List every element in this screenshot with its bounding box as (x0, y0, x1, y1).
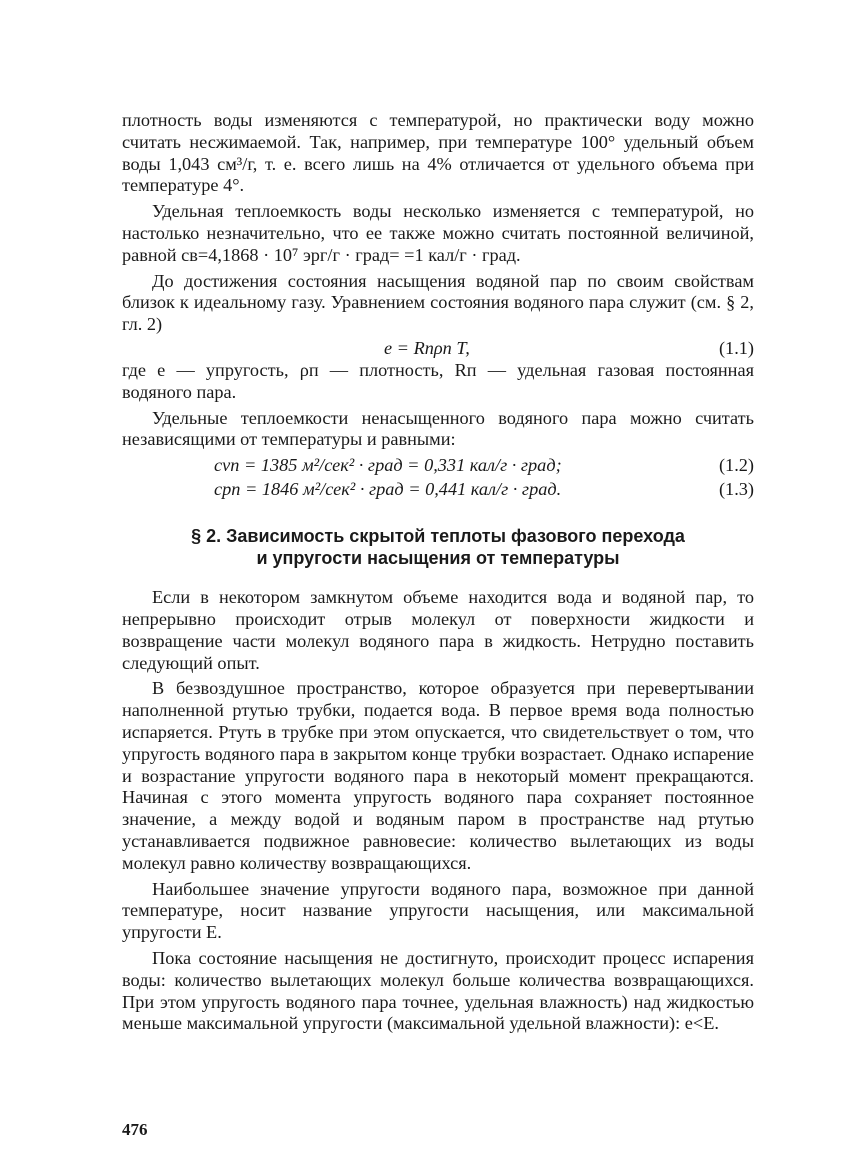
paragraph: Удельные теплоемкости ненасыщенного водяного пара можно считать независящими от температуры и равными: (122, 407, 754, 450)
page-body (122, 110, 754, 1035)
page-number: 476 (122, 1120, 148, 1139)
equation-1-3 (122, 477, 754, 501)
section-heading (122, 525, 754, 569)
section-heading-line: и упругости насыщения от температуры (256, 548, 620, 569)
equation-body: cpп = 1846 м²/сек² · град = 0,441 кал/г · град. (214, 479, 562, 500)
equation-number: (1.1) (718, 337, 754, 358)
section-heading-line: § 2. Зависимость скрытой теплоты фазового перехода (191, 526, 685, 547)
equation-body: cvп = 1385 м²/сек² · град = 0,331 кал/г · град; (214, 455, 562, 476)
equation-1-2 (122, 453, 754, 477)
paragraph: В безвоздушное пространство, которое образуется при перевертывании наполненной ртутью трубки, подается вода. В первое время вода полностью испаряется. Ртуть в трубке при этом опускается, что свидетельствует о том, что упругость водяного пара в закрытом конце трубки возрастает. Однако испарение и возрастание упругости водяного пара в некоторый момент прекращаются. Начиная с этого момента упругость водяного пара сохраняет постоянное значение, а между водой и водяным паром в пространстве над ртутью устанавливается подвижное равновесие: количество вылетающих из воды молекул равно количеству возвращающихся. (122, 678, 754, 873)
paragraph: Удельная теплоемкость воды несколько изменяется с температурой, но настолько незначительно, что ее также можно считать постоянной величиной, равной cв=4,1868 · 10⁷ эрг/г · град= =1 кал/г · град. (122, 201, 754, 265)
paragraph: Если в некотором замкнутом объеме находится вода и водяной пар, то непрерывно происходит отрыв молекул от поверхности жидкости и возвращение части молекул водяного пара в жидкость. Нетрудно поставить следующий опыт. (122, 587, 754, 673)
equation-number: (1.2) (718, 455, 754, 476)
equation-body: e = Rпρп T, (384, 337, 470, 358)
equation-1-1 (122, 336, 754, 360)
paragraph: Наибольшее значение упругости водяного пара, возможное при данной температуре, носит название упругости насыщения, или максимальной упругости E. (122, 878, 754, 943)
equation-number: (1.3) (718, 479, 754, 500)
paragraph: плотность воды изменяются с температурой, но практически воду можно считать несжимаемой. Так, например, при температуре 100° удельный объем воды 1,043 см³/г, т. е. всего лишь на 4% отличается от удельного объема при температуре 4°. (122, 110, 754, 196)
paragraph: До достижения состояния насыщения водяной пар по своим свойствам близок к идеальному газу. Уравнением состояния водяного пара служит (см. § 2, гл. 2) (122, 270, 754, 335)
paragraph: Пока состояние насыщения не достигнуто, происходит процесс испарения воды: количество вылетающих молекул больше количества возвращающихся. При этом упругость водяного пара точнее, удельная влажность) над жидкостью меньше максимальной упругости (максимальной удельной влажности): e<E. (122, 947, 754, 1034)
paragraph: где e — упругость, ρп — плотность, Rп — удельная газовая постоянная водяного пара. (122, 359, 754, 402)
